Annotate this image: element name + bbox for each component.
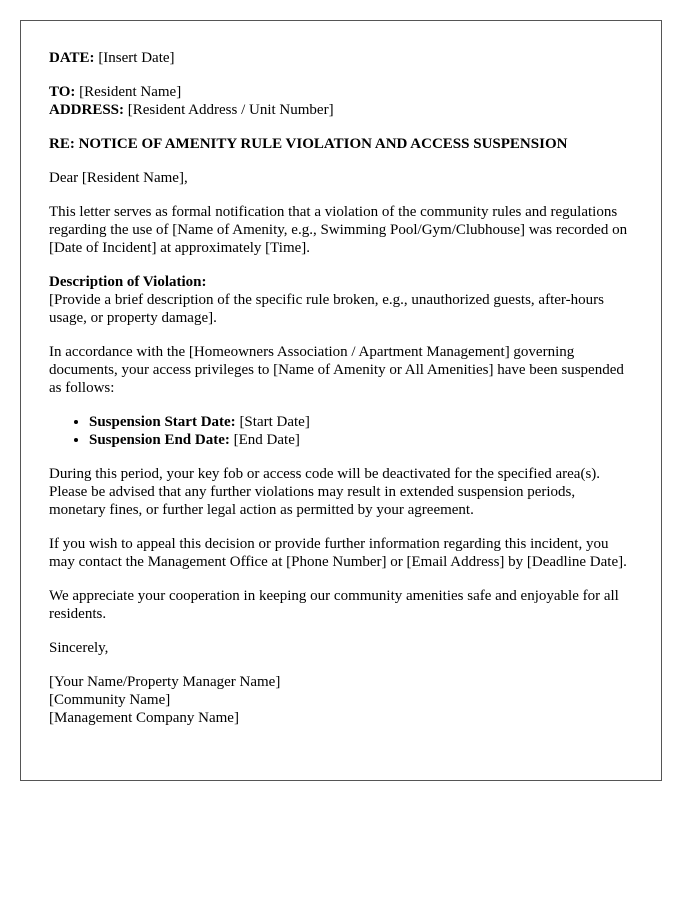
to-line [49, 83, 633, 101]
appeal-paragraph: If you wish to appeal this decision or provide further information regarding this incident, you may contact the Management Office at [Phone Number] or [Email Address] by [Deadline Date]. [49, 536, 627, 570]
violation-heading: Description of Violation: [49, 274, 207, 290]
letter-page [20, 20, 662, 781]
to-value: [Resident Name] [75, 84, 182, 100]
date-line [49, 49, 633, 67]
suspension-start-value: [Start Date] [235, 414, 310, 430]
list-item [89, 431, 633, 449]
violation-text: [Provide a brief description of the specific rule broken, e.g., unauthorized guests, after-hours usage, or property damage]. [49, 292, 604, 326]
to-label: TO: [49, 84, 76, 100]
list-item [89, 413, 633, 431]
suspension-list [49, 413, 633, 449]
signature-community: [Community Name] [49, 692, 171, 708]
closing-paragraph: We appreciate your cooperation in keeping our community amenities safe and enjoyable for all residents. [49, 588, 619, 622]
subject-line: RE: NOTICE OF AMENITY RULE VIOLATION AND ACCESS SUSPENSION [49, 136, 568, 152]
address-line [49, 101, 633, 119]
address-label: ADDRESS: [49, 102, 125, 118]
signature-company: [Management Company Name] [49, 710, 239, 726]
suspension-end-label: Suspension End Date: [89, 432, 230, 448]
violation-section [49, 273, 633, 327]
period-paragraph: During this period, your key fob or access code will be deactivated for the specified area(s). Please be advised that any further violations may result in extended suspension periods, monetary fines, or further legal action as permitted by your agreement. [49, 466, 601, 518]
address-value: [Resident Address / Unit Number] [124, 102, 334, 118]
salutation: Dear [Resident Name], [49, 170, 188, 186]
suspension-end-value: [End Date] [229, 432, 300, 448]
intro-paragraph: This letter serves as formal notification that a violation of the community rules and regulations regarding the use of [Name of Amenity, e.g., Swimming Pool/Gym/Clubhouse] was recorded on [Date of Incident] at approximately [Time]. [49, 204, 628, 256]
suspension-start-label: Suspension Start Date: [89, 414, 236, 430]
date-value: [Insert Date] [94, 50, 175, 66]
date-label: DATE: [49, 50, 95, 66]
suspension-intro: In accordance with the [Homeowners Association / Apartment Management] governing documents, your access privileges to [Name of Amenity or All Amenities] have been suspended as follows: [49, 344, 624, 396]
signoff: Sincerely, [49, 640, 109, 656]
signature-name: [Your Name/Property Manager Name] [49, 674, 281, 690]
